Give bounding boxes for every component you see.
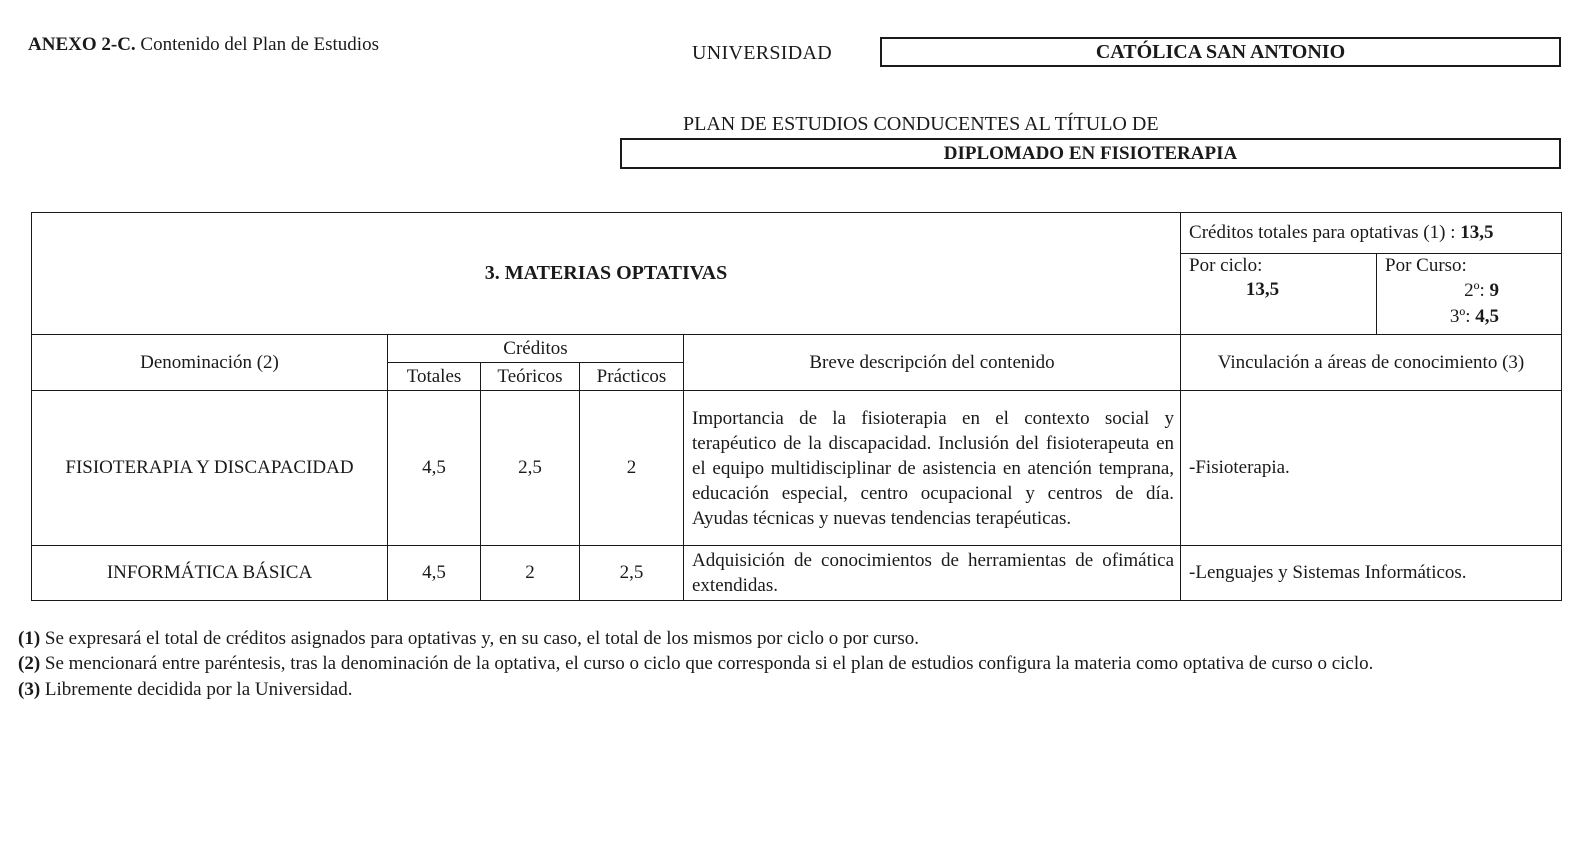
- section-title: 3. MATERIAS OPTATIVAS: [32, 213, 1181, 335]
- credits-teoricos: 2,5: [481, 391, 580, 546]
- table-row: [32, 391, 1562, 546]
- university-label: UNIVERSIDAD: [692, 42, 832, 64]
- credits-totales: 4,5: [388, 546, 481, 601]
- curso-3-value: 4,5: [1475, 306, 1500, 327]
- credits-total-cell: [1181, 213, 1562, 254]
- credits-totales: 4,5: [388, 391, 481, 546]
- footnote-text: Libremente decidida por la Universidad.: [44, 679, 353, 700]
- curso-2-value: 9: [1489, 280, 1500, 301]
- footnote-text: Se expresará el total de créditos asignados para optativas y, en su caso, el total de los mismos por ciclo o por curso.: [44, 628, 920, 649]
- col-header-creditos: Créditos: [388, 335, 684, 363]
- subject-name: INFORMÁTICA BÁSICA: [32, 546, 388, 601]
- subject-area: -Lenguajes y Sistemas Informáticos.: [1181, 546, 1562, 601]
- credits-total-value: 13,5: [1460, 222, 1494, 243]
- footnote: [18, 653, 1373, 675]
- curso-3-label: 3º:: [1449, 306, 1471, 327]
- por-curso-cell: [1377, 254, 1562, 335]
- footnote: [18, 679, 353, 701]
- university-name-box: CATÓLICA SAN ANTONIO: [880, 37, 1561, 67]
- annex-code: ANEXO 2-C.: [28, 34, 136, 55]
- col-header-teoricos: Teóricos: [481, 363, 580, 391]
- footnote-text: Se mencionará entre paréntesis, tras la denominación de la optativa, el curso o ciclo que corresponda si el plan de estudios configura la materia como optativa de curso o ciclo.: [44, 653, 1374, 674]
- degree-title-box: DIPLOMADO EN FISIOTERAPIA: [620, 138, 1561, 169]
- curso-3-line: [1385, 304, 1561, 330]
- col-header-descripcion: Breve descripción del contenido: [684, 335, 1181, 391]
- col-header-vinculacion: Vinculación a áreas de conocimiento (3): [1181, 335, 1562, 391]
- subject-description: Adquisición de conocimientos de herramientas de ofimática extendidas.: [684, 546, 1181, 601]
- col-header-practicos: Prácticos: [580, 363, 684, 391]
- col-header-totales: Totales: [388, 363, 481, 391]
- subject-name: FISIOTERAPIA Y DISCAPACIDAD: [32, 391, 388, 546]
- footnote-mark: (3): [18, 679, 41, 700]
- optional-subjects-table: [31, 212, 1562, 601]
- por-curso-label: Por Curso:: [1385, 255, 1467, 276]
- curso-2-line: [1385, 278, 1561, 304]
- por-ciclo-value: 13,5: [1245, 279, 1280, 300]
- subject-description: Importancia de la fisioterapia en el contexto social y terapéutico de la discapacidad. Inclusión del fisioterapeuta en el equipo multidisciplinar de asistencia en atención temprana, educación especial, centro ocupacional y centros de día. Ayudas técnicas y nuevas tendencias terapéuticas.: [684, 391, 1181, 546]
- curso-2-label: 2º:: [1464, 280, 1485, 301]
- table-row: [32, 546, 1562, 601]
- annex-heading: [28, 34, 379, 56]
- footnote-mark: (1): [18, 628, 41, 649]
- plan-label: PLAN DE ESTUDIOS CONDUCENTES AL TÍTULO DE: [683, 113, 1159, 135]
- por-ciclo-cell: [1181, 254, 1377, 335]
- credits-practicos: 2: [580, 391, 684, 546]
- subject-area: -Fisioterapia.: [1181, 391, 1562, 546]
- col-header-denominacion: Denominación (2): [32, 335, 388, 391]
- credits-teoricos: 2: [481, 546, 580, 601]
- footnote-mark: (2): [18, 653, 41, 674]
- credits-practicos: 2,5: [580, 546, 684, 601]
- por-ciclo-label: Por ciclo:: [1189, 255, 1263, 276]
- footnote: [18, 628, 919, 650]
- credits-total-label: Créditos totales para optativas (1) :: [1189, 222, 1456, 243]
- annex-text: Contenido del Plan de Estudios: [140, 34, 379, 55]
